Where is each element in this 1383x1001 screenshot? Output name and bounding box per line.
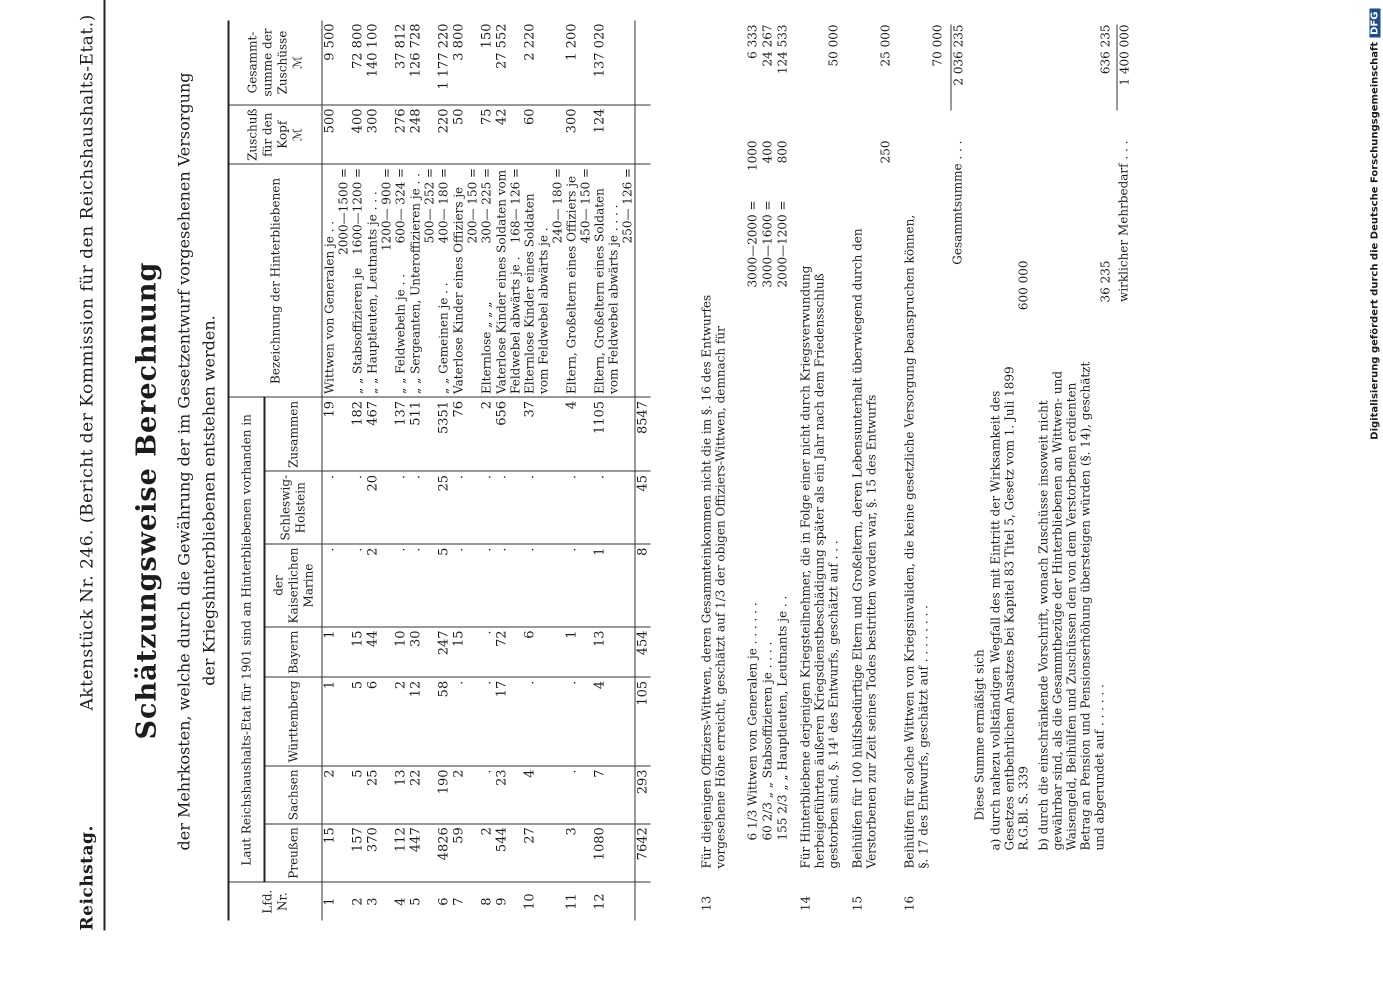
row-rate: 240— 180 = (550, 167, 565, 244)
row-value: . (593, 471, 636, 544)
row-gesamt: 126 728 (409, 21, 437, 105)
row-value: . (480, 627, 495, 677)
totals-blank (635, 105, 651, 164)
row-rate: 500— 252 = (422, 167, 437, 244)
footer-text: b) durch die einschränkende Vorschrift, wonach Zuschüsse insoweit nicht gewährbar sind, als die Gesammtbezüge der Hinterbliebenen an Wittwen- und Waisengeld, Beihülfen und Zuschüssen den von dem Verstorbenen erdienten Betrag an Pension und Pensionserhöhung übersteigen würden (§. 14), geschätzt und abgerundet auf . . . . . . (1036, 361, 1107, 851)
col-schleswig-holstein: Schleswig-Holstein (265, 471, 323, 544)
row-value: 5 (437, 544, 452, 627)
row-description (593, 164, 636, 397)
row-value: . (480, 766, 495, 824)
row-gesamt: 150 (480, 21, 495, 105)
row-value: . (495, 544, 523, 627)
row-value: 44 (366, 627, 394, 677)
footer-sum: 25 000 (878, 24, 893, 67)
row-value: 1105 (593, 397, 636, 471)
row-zuschuss: 276 (394, 105, 409, 164)
footer-rate: 3000—1600 = (760, 200, 775, 288)
row-zuschuss: 300 (366, 105, 394, 164)
row-value: 447 (409, 824, 437, 883)
row-value: 2 (480, 397, 495, 471)
row-zuschuss: 500 (322, 105, 351, 164)
totals-blank (635, 21, 651, 105)
row-rate: 1200— 900 = (379, 167, 394, 252)
row-value: 58 (437, 677, 452, 766)
row-gesamt: 1 200 (565, 21, 593, 105)
footer-nr: 16 (902, 895, 917, 912)
row-label: „ „ Sergeanten, Unteroffizieren je . . (408, 173, 423, 394)
row-zuschuss: 300 (565, 105, 593, 164)
row-rate: 168— 126 = (508, 167, 523, 244)
total-value: 293 (635, 766, 651, 824)
row-value: 5 (351, 766, 366, 824)
row-nr: 3 (365, 897, 381, 906)
row-value: 4 (593, 677, 636, 766)
row-value: . (409, 544, 437, 627)
row-value: . (523, 677, 565, 766)
table-row (409, 21, 437, 921)
row-value: . (523, 471, 565, 544)
row-value: 656 (495, 397, 523, 471)
row-value: 30 (409, 627, 437, 677)
row-value: 190 (437, 766, 452, 824)
row-value: . (452, 471, 480, 544)
row-gesamt: 27 552 (495, 21, 523, 105)
row-nr: 4 (393, 897, 409, 906)
row-value: 137 (394, 397, 409, 471)
totals-row (635, 21, 651, 921)
table-row (322, 21, 351, 921)
footer-text: 6 1/3 Wittwen von Generalen je . . . . . . (745, 602, 760, 841)
footer-zuschuss: 400 (760, 140, 775, 164)
row-value: 72 (495, 627, 523, 677)
row-value: . (565, 766, 593, 824)
row-description (565, 164, 593, 397)
footer-sum: 50 000 (826, 24, 841, 67)
row-value: 6 (523, 627, 565, 677)
col-preussen: Preußen (265, 824, 323, 883)
row-value: 2 (366, 544, 394, 627)
row-nr: 6 (436, 897, 452, 906)
row-value: 37 (523, 397, 565, 471)
table-row (351, 21, 366, 921)
row-nr: 11 (564, 893, 580, 910)
footer-text: Beihülfen für 100 hülfsbedürftige Eltern und Großeltern, deren Lebensunterhalt überwiegend durch den Verstorbenen zur Zeit seines Todes bestritten worden war, §. 15 des Entwurfs (850, 228, 879, 869)
row-value: 4 (523, 766, 565, 824)
row-gesamt: 9 500 (322, 21, 351, 105)
footer-sum: 636 235 (1098, 24, 1113, 75)
row-zuschuss: 75 (480, 105, 495, 164)
row-value: . (322, 471, 351, 544)
row-value: 6 (366, 677, 394, 766)
col-wuerttemberg: Württemberg (265, 677, 323, 766)
row-value: 157 (351, 824, 366, 883)
row-label: „ „ Feldwebeln je . . (393, 273, 408, 394)
row-nr: 1 (322, 897, 338, 906)
row-value: 15 (452, 627, 480, 677)
row-nr: 2 (350, 897, 366, 906)
footer-zuschuss: 250 (878, 140, 893, 164)
row-value: 10 (394, 627, 409, 677)
row-value: . (351, 471, 366, 544)
row-zuschuss: 60 (523, 105, 565, 164)
row-nr: 7 (451, 897, 467, 906)
row-label: Vaterlose Kinder eines Soldaten vom Feldwebel abwärts je . (494, 169, 523, 394)
row-value: . (452, 677, 480, 766)
footer-text: Diese Summe ermäßigt sich (972, 649, 987, 821)
col-zusammen: Zusammen (265, 397, 323, 471)
row-value: . (565, 471, 593, 544)
row-value: 1 (593, 544, 636, 627)
row-description (394, 164, 409, 397)
row-value: 59 (452, 824, 480, 883)
footer-text: Für Hinterbliebene derjenigen Kriegsteilnehmer, die in Folge einer nicht durch Kriegsverwundung herbeigeführten äußeren Kriegsdienstbeschädigung später als ein Jahr nach dem Friedensschluß gestorben sind, §. 14¹ des Entwurfs, geschätzt auf . . . (798, 265, 841, 869)
row-value: . (322, 544, 351, 627)
row-value: 20 (366, 471, 394, 544)
row-gesamt: 72 800 (351, 21, 366, 105)
row-value: 1 (565, 627, 593, 677)
footer-sum: 70 000 (930, 24, 945, 67)
row-zuschuss: 220 (437, 105, 452, 164)
total-value: 8 (635, 544, 651, 627)
row-value: 12 (409, 677, 437, 766)
page-title: Schätzungsweise Berechnung (131, 261, 163, 740)
table-row (394, 21, 409, 921)
totals-nr (635, 882, 651, 920)
row-gesamt: 140 100 (366, 21, 394, 105)
row-description (523, 164, 565, 397)
row-description (351, 164, 366, 397)
footer-text: Für diejenigen Offiziers-Wittwen, deren Gesammteinkommen nicht die im §. 16 des Entwurfes vorgesehene Höhe erreicht, geschätzt auf 1/3 der obigen Offiziers-Wittwen, demnach für (699, 294, 728, 869)
row-value: 2 (480, 824, 495, 883)
digitization-note: Digitalisierung gefördert durch die Deutsche ForschungsgemeinschaftDFG (1370, 9, 1381, 993)
row-value: . (409, 471, 437, 544)
row-value: . (480, 544, 495, 627)
row-value: 15 (351, 627, 366, 677)
col-bayern: Bayern (265, 627, 323, 677)
table-row (452, 21, 480, 921)
row-value: . (565, 544, 593, 627)
row-value: 27 (523, 824, 565, 883)
row-value: 15 (322, 824, 351, 883)
total-value: 45 (635, 471, 651, 544)
row-value: 7 (593, 766, 636, 824)
total-value: 7642 (635, 824, 651, 883)
row-value: 1 (322, 627, 351, 677)
row-value: 17 (495, 677, 523, 766)
row-rate: 300— 225 = (479, 167, 494, 244)
col-nr: Lfd. Nr. (229, 882, 323, 920)
page-subtitle-1: der Mehrkosten, welche durch die Gewährung der im Gesetzentwurf vorgesehenen Versorgung (174, 72, 194, 851)
col-bezeichnung: Bezeichnung der Hinterbliebenen (229, 164, 323, 397)
footer-sum: 6 333 (745, 24, 760, 59)
row-value: 25 (437, 471, 452, 544)
row-value: . (394, 544, 409, 627)
row-description (366, 164, 394, 397)
col-gesamt: Gesammt-summe der Zuschüsse ℳ (229, 21, 323, 105)
total-sum: 2 036 235 (951, 25, 966, 111)
row-label: Elternlose Kinder eines Soldaten vom Feldwebel abwärts je . (522, 193, 551, 394)
row-description (495, 164, 523, 397)
row-value: 182 (351, 397, 366, 471)
row-label: Eltern, Großeltern eines Soldaten vom Feldwebel abwärts je . . . . (592, 188, 621, 394)
row-zuschuss: 248 (409, 105, 437, 164)
footer-value: 600 000 (1016, 260, 1031, 311)
row-value: . (480, 677, 495, 766)
totals-blank (635, 164, 651, 397)
row-value: 247 (437, 627, 452, 677)
row-label: Eltern, Großeltern eines Offiziers je (564, 175, 579, 394)
row-value: 19 (322, 397, 351, 471)
row-value: . (495, 471, 523, 544)
row-value: 2 (322, 766, 351, 824)
row-value: 511 (409, 397, 437, 471)
row-value: . (351, 544, 366, 627)
row-description (480, 164, 495, 397)
row-description (322, 164, 351, 397)
table-row (495, 21, 523, 921)
row-rate: 450— 150 = (578, 167, 593, 244)
final-label: wirklicher Mehrbedarf . . . (1116, 140, 1131, 302)
footer-zuschuss: 800 (775, 140, 790, 164)
table-body (322, 21, 651, 921)
row-value: 2 (394, 677, 409, 766)
row-label: „ „ Hauptleuten, Leutnants je . . . (365, 191, 380, 394)
row-value: 76 (452, 397, 480, 471)
row-value: 22 (409, 766, 437, 824)
row-value: . (394, 471, 409, 544)
total-value: 8547 (635, 397, 651, 471)
row-label: Vaterlose Kinder eines Offiziers je (451, 186, 466, 394)
row-value: 23 (495, 766, 523, 824)
header-middle: Aktenstück Nr. 246. (Bericht der Kommission für den Reichshaushalts-Etat.) (77, 14, 98, 711)
total-label: Gesammtsumme . . . (950, 140, 965, 265)
row-nr: 9 (494, 897, 510, 906)
row-zuschuss: 50 (452, 105, 480, 164)
row-zuschuss: 42 (495, 105, 523, 164)
footer-nr: 15 (850, 895, 865, 912)
row-value: 1080 (593, 824, 636, 883)
row-gesamt: 1 177 220 (437, 21, 452, 105)
row-nr: 12 (592, 893, 608, 910)
total-value: 105 (635, 677, 651, 766)
col-zuschuss: Zuschuß für den Kopf ℳ (229, 105, 323, 164)
rotated-page (0, 1, 1383, 1001)
row-description (409, 164, 437, 397)
row-gesamt: 137 020 (593, 21, 636, 105)
table-row (480, 21, 495, 921)
row-value: 1 (322, 677, 351, 766)
footer-rate: 3000—2000 = (745, 200, 760, 288)
col-marine: der Kaiserlichen Marine (265, 544, 323, 627)
footer-value: 36 235 (1098, 260, 1113, 303)
row-nr: 8 (479, 897, 495, 906)
row-value: 370 (366, 824, 394, 883)
row-rate: 600— 324 = (393, 167, 408, 244)
row-label: Elternlose „ „ „ (479, 301, 494, 394)
table-row (523, 21, 565, 921)
row-rate: 2000—1500 = (336, 167, 351, 255)
row-rate: 250— 126 = (620, 167, 635, 244)
row-rate: 1600—1200 = (350, 167, 365, 255)
row-description (452, 164, 480, 397)
row-rate: 400— 180 = (436, 167, 451, 244)
footer-zuschuss: 1000 (745, 140, 760, 172)
row-value: 5351 (437, 397, 452, 471)
row-value: 544 (495, 824, 523, 883)
header-left: Reichstag. (77, 825, 98, 931)
row-value: 3 (565, 824, 593, 883)
row-value: 13 (593, 627, 636, 677)
footer-text: Beihülfen für solche Wittwen von Kriegsinvaliden, die keine gesetzliche Versorgung beanspruchen können, §. 17 des Entwurfs, geschätzt auf . . . . . . . . (902, 214, 931, 869)
row-gesamt: 3 800 (452, 21, 480, 105)
footer-text: 155 2/3 „ „ Hauptleuten, Leutnants je . . (775, 595, 790, 841)
table-row (593, 21, 636, 921)
row-value: 5 (351, 677, 366, 766)
row-gesamt: 2 220 (523, 21, 565, 105)
row-value: 13 (394, 766, 409, 824)
row-value: . (480, 471, 495, 544)
row-value: . (452, 544, 480, 627)
row-value: 2 (452, 766, 480, 824)
row-nr: 10 (522, 893, 538, 910)
page-subtitle-2: der Kriegshinterbliebenen entstehen werden. (199, 315, 219, 686)
table-row (366, 21, 394, 921)
row-value: 112 (394, 824, 409, 883)
footer-sum: 24 267 (760, 24, 775, 67)
row-rate: 200— 150 = (465, 167, 480, 244)
table-row (437, 21, 452, 921)
row-value: . (523, 544, 565, 627)
total-value: 454 (635, 627, 651, 677)
col-sachsen: Sachsen (265, 766, 323, 824)
table-row (565, 21, 593, 921)
footer-sum: 124 533 (775, 24, 790, 75)
row-zuschuss: 124 (593, 105, 636, 164)
row-value: . (565, 677, 593, 766)
calculation-table (228, 21, 651, 921)
row-nr: 5 (408, 897, 424, 906)
final-sum: 1 400 000 (1117, 25, 1132, 111)
col-group: Laut Reichshaushalts-Etat für 1901 sind an Hinterbliebenen vorhanden in (229, 397, 265, 882)
row-value: 25 (366, 766, 394, 824)
row-description (437, 164, 452, 397)
row-gesamt: 37 812 (394, 21, 409, 105)
footer-rate: 2000—1200 = (775, 200, 790, 288)
footer-nr: 14 (798, 895, 813, 912)
row-label: „ „ Stabsoffizieren je (350, 267, 365, 394)
dfg-logo: DFG (1370, 9, 1381, 38)
footer-nr: 13 (699, 895, 714, 912)
footer-text: 60 2/3 „ „ Stabsoffizieren je . . . . (760, 641, 775, 841)
row-value: 4 (565, 397, 593, 471)
header-rule (104, 0, 106, 931)
row-value: 4826 (437, 824, 452, 883)
footer-text: a) durch nahezu vollständigen Wegfall des mit Eintritt der Wirksamkeit des Gesetzes entbehrlichen Ansatzes bei Kapitel 83 Titel 5, Gesetz vom 1. Juli 1899 R.G.Bl. S. 339 (988, 366, 1031, 851)
row-label: „ „ Gemeinen je . . (436, 282, 451, 394)
row-label: Wittwen von Generalen je . . (322, 220, 337, 394)
row-value: 467 (366, 397, 394, 471)
row-zuschuss: 400 (351, 105, 366, 164)
